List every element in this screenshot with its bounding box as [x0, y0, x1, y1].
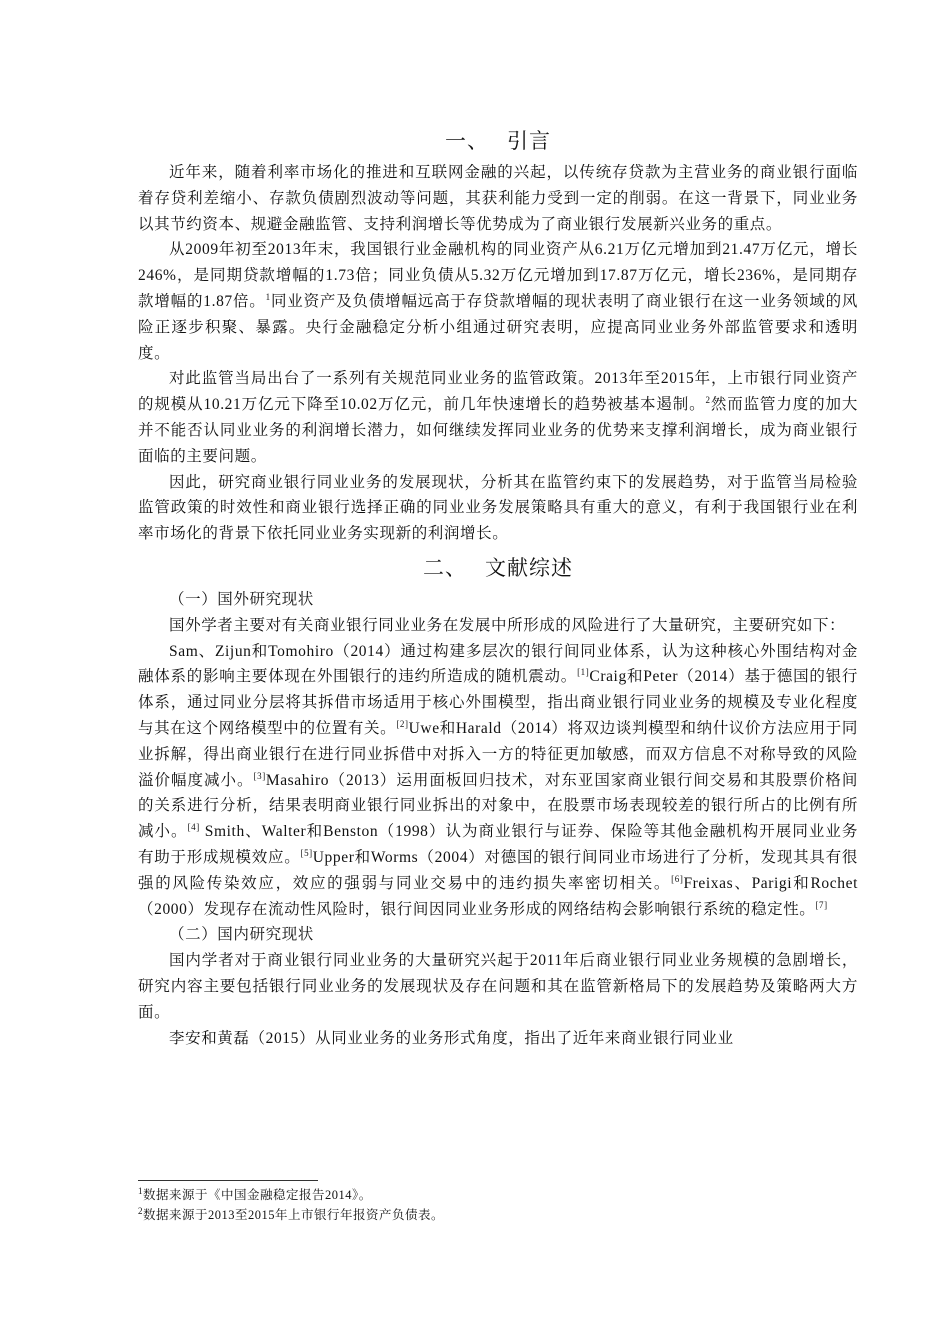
citation: [1] [577, 667, 590, 678]
citation: [6] [671, 873, 684, 884]
paragraph: 近年来，随着利率市场化的推进和互联网金融的兴起，以传统存贷款为主营业务的商业银行面临着存贷利差缩小、存款负债剧烈波动等问题，其获利能力受到一定的削弱。在这一背景下，同业业务以其节约资本、规避金融监管、支持利润增长等优势成为了商业银行发展新兴业务的重点。 [138, 164, 858, 233]
text-span: Craig和Peter（2014）基于德国的银行体系，通过同业分层将其拆借市场适用于核心外围模型，指出商业银行同业业务的规模及专业化程度与其在这个网络模型中的位置有关。 [138, 668, 859, 737]
text-span: Upper和Worms（2004）对德国的银行间同业市场进行了分析，发现其具有很强的风险传染效应，效应的强弱与同业交易中的违约损失率密切相关。 [138, 848, 858, 892]
text-span: Uwe和Harald（2014）将双边谈判模型和纳什议价方法应用于同业拆解，得出商业银行在进行同业拆借中对拆入一方的特征更加敏感，而双方信息不对称导致的风险溢价幅度减小。 [138, 719, 858, 789]
text-span: 对此监管当局出台了一系列有关规范同业业务的监管政策。2013年至2015年，上市银行同业资产的规模从10.21万亿元下降至10.02万亿元，前几年快速增长的趋势被基本遏制。 [138, 370, 858, 414]
document-body [138, 118, 858, 1051]
footnote-text: 数据来源于《中国金融稳定报告2014》。 [143, 1188, 372, 1202]
footnote [138, 1186, 444, 1204]
footnote-ref: 2 [705, 395, 711, 406]
citation: [2] [396, 718, 409, 729]
text-span: 同业资产及负债增幅远高于存贷款增幅的现状表明了商业银行在这一业务领域的风险正逐步积聚、暴露。央行金融稳定分析小组通过研究表明，应提高同业业务外部监管要求和透明度。 [138, 292, 858, 362]
footnote-divider [138, 1180, 318, 1181]
subsection-heading: （二）国内研究现状 [169, 926, 314, 944]
section-title: 文献综述 [485, 555, 573, 580]
paragraph: 李安和黄磊（2015）从同业业务的业务形式角度，指出了近年来商业银行同业业 [169, 1029, 734, 1047]
citation: [3] [253, 770, 266, 781]
text-span: Sam、Zijun和Tomohiro（2014）通过构建多层次的银行间同业体系，认为这种核心外围结构对金融体系的影响主要体现在外围银行的违约所造成的随机震动。 [138, 642, 858, 686]
section-title: 引言 [507, 129, 551, 153]
citation: [4] [187, 821, 200, 832]
text-span: Freixas、Parigi和Rochet（2000）发现存在流动性风险时，银行间因同业业务形成的网络结构会影响银行系统的稳定性。 [138, 874, 858, 918]
footnote-text: 数据来源于2013至2015年上市银行年报资产负债表。 [143, 1208, 445, 1222]
text-span: 然而监管力度的加大并不能否认同业业务的利润增长潜力，如何继续发挥同业业务的优势来支撑利润增长，成为商业银行面临的主要问题。 [138, 396, 858, 465]
section-heading-introduction [138, 126, 858, 156]
section-heading-literature-review [138, 553, 858, 583]
text-span: 从2009年初至2013年末，我国银行业金融机构的同业资产从6.21万亿元增加到21.47万亿元，增长246%，是同期贷款增幅的1.73倍；同业负债从5.32万亿元增加到17.87万亿元，增长236%，是同期存款增幅的1.87倍。 [138, 241, 858, 310]
citation: [5] [300, 847, 313, 858]
paragraph: 国内学者对于商业银行同业业务的大量研究兴起于2011年后商业银行同业业务规模的急剧增长，研究内容主要包括银行同业业务的发展现状及存在问题和其在监管新格局下的发展趋势及策略两大方面。 [138, 952, 858, 1021]
paragraph: 国外学者主要对有关商业银行同业业务在发展中所形成的风险进行了大量研究，主要研究如下： [169, 616, 846, 634]
subsection-heading: （一）国外研究现状 [169, 590, 314, 608]
footnote [138, 1206, 444, 1224]
footnotes [138, 1186, 444, 1226]
citation: [7] [815, 899, 828, 910]
footnote-ref: 1 [265, 291, 271, 302]
footnote-mark: 2 [138, 1205, 143, 1216]
section-number: 一、 [445, 129, 489, 153]
text-span: Masahiro（2013）运用面板回归技术，对东亚国家商业银行间交易和其股票价格间的关系进行分析，结果表明商业银行同业拆出的对象中，在股票市场表现较差的银行所占的比例有所减小。 [138, 771, 858, 841]
paragraph [138, 366, 858, 469]
footnote-mark: 1 [138, 1185, 143, 1196]
paragraph [138, 237, 858, 366]
paragraph: 因此，研究商业银行同业业务的发展现状，分析其在监管约束下的发展趋势，对于监管当局检验监管政策的时效性和商业银行选择正确的同业业务发展策略具有重大的意义，有利于我国银行业在利率市场化的背景下依托同业业务实现新的利润增长。 [138, 473, 858, 543]
section-number: 二、 [423, 555, 467, 580]
text-span: Smith、Walter和Benston（1998）认为商业银行与证券、保险等其他金融机构开展同业业务有助于形成规模效应。 [138, 823, 858, 866]
paragraph [138, 639, 858, 923]
